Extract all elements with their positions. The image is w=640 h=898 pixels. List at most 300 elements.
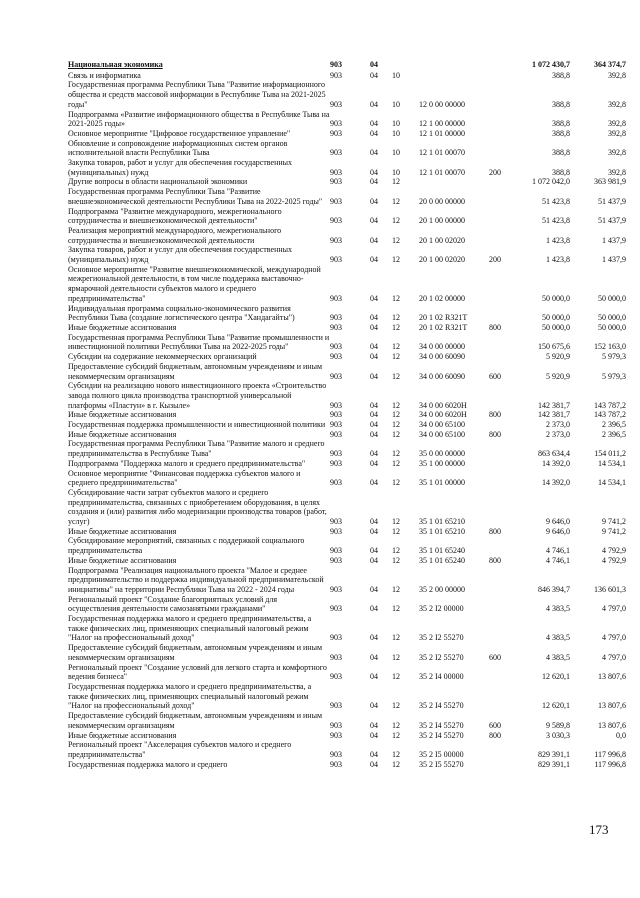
ministry-code: 903	[330, 255, 342, 265]
ministry-code: 903	[330, 119, 342, 129]
subsection-code: 12	[392, 546, 400, 556]
ministry-code: 903	[330, 352, 342, 362]
row-name: Иные бюджетные ассигнования	[68, 429, 177, 439]
amount-year-2: 4 792,9	[602, 546, 626, 556]
target-article-code	[419, 71, 489, 81]
ministry-code: 903	[330, 633, 342, 643]
amount-year-1: 14 392,0	[542, 458, 570, 468]
section-code: 04	[370, 322, 378, 332]
section-code: 04	[370, 216, 378, 226]
subsection-code: 12	[392, 672, 400, 682]
amount-year-1: 388,8	[552, 99, 570, 109]
subsection-code: 12	[392, 420, 400, 430]
ministry-code: 903	[330, 293, 342, 303]
amount-year-2: 13 807,6	[598, 720, 626, 730]
subsection-code: 12	[392, 749, 400, 759]
ministry-code: 903	[330, 546, 342, 556]
section-code: 04	[370, 99, 378, 109]
row-name: Подпрограмма "Развитие международного, межрегионального сотрудничества и внешнеэкономической деятельности"	[68, 206, 282, 226]
budget-table	[68, 60, 626, 769]
section-code: 04	[370, 633, 378, 643]
amount-year-2: 5 979,3	[602, 371, 626, 381]
ministry-code: 903	[330, 759, 342, 769]
amount-year-1: 9 646,0	[546, 526, 570, 536]
ministry-code: 903	[330, 749, 342, 759]
section-code: 04	[370, 60, 378, 69]
expense-type-code	[489, 139, 511, 158]
subsection-code: 12	[392, 759, 400, 769]
amount-year-1: 51 423,8	[542, 196, 570, 206]
expense-type-code	[489, 760, 511, 770]
row-name: Субсидирование мероприятий, связанных с поддержкой социального предпринимательства	[68, 536, 305, 556]
amount-year-2: 9 741,2	[602, 526, 626, 536]
expense-type-code: 800	[489, 410, 501, 420]
amount-year-2: 392,8	[608, 167, 626, 177]
row-name: Государственная поддержка малого и среднего	[68, 759, 228, 769]
target-article-code: 34 0 00 6020Н	[419, 400, 467, 410]
table-row	[68, 129, 626, 139]
expense-type-code	[489, 614, 511, 643]
section-code: 04	[370, 720, 378, 730]
section-code: 04	[370, 555, 378, 565]
row-name: Основное мероприятие "Развитие внешнеэкономической, международной межрегиональной деятельности, в том числе поддержка выставочно-ярмарочной деятельности субъектов малого и среднего предпринимательства"	[68, 264, 321, 303]
expense-type-code	[489, 71, 511, 81]
amount-year-1: 2 373,0	[546, 429, 570, 439]
row-name: Региональный проект "Создание условий для легкого старта и комфортного ведения бизнеса"	[68, 662, 327, 682]
table-row	[68, 430, 626, 440]
amount-year-1: 14 392,0	[542, 478, 570, 488]
section-code: 04	[370, 410, 378, 420]
expense-type-code	[489, 226, 511, 245]
amount-year-2: 154 011,2	[594, 449, 626, 459]
amount-year-1: 50 000,0	[542, 313, 570, 323]
target-article-code: 12 1 00 00000	[419, 119, 465, 129]
subsection-code: 12	[392, 584, 400, 594]
ministry-code: 903	[330, 216, 342, 226]
table-row	[68, 410, 626, 420]
expense-type-code: 800	[489, 526, 501, 536]
expense-type-code	[489, 536, 511, 555]
amount-year-1: 1 423,8	[546, 235, 570, 245]
table-row	[68, 245, 626, 264]
row-name: Предоставление субсидий бюджетным, автономным учреждениям и иным некоммерческим организациям	[68, 361, 323, 381]
table-row	[68, 71, 626, 81]
table-row	[68, 265, 626, 304]
ministry-code: 903	[330, 342, 342, 352]
target-article-code: 34 0 00 60090	[419, 371, 465, 381]
amount-year-1: 4 383,5	[546, 652, 570, 662]
amount-year-1: 4 383,5	[546, 604, 570, 614]
expense-type-code	[489, 177, 511, 187]
section-code: 04	[370, 420, 378, 430]
table-row	[68, 536, 626, 555]
expense-type-code	[489, 469, 511, 488]
section-code: 04	[370, 429, 378, 439]
ministry-code: 903	[330, 313, 342, 323]
amount-year-2: 117 996,8	[594, 759, 626, 769]
amount-year-2: 13 807,6	[598, 672, 626, 682]
row-name: Субсидирование части затрат субъектов малого и среднего предпринимательства, связанных с приобретением оборудования, в целях создания и (или) развития либо модернизации производства товаров (работ, услуг)	[68, 487, 327, 527]
row-name: Субсидии на реализацию нового инвестиционного проекта «Строительство завода полного цикла производства транспортной универсальной платформы «Пластун» в г. Кызыле»	[68, 381, 327, 410]
expense-type-code	[489, 265, 511, 304]
row-name: Подпрограмма "Реализация национального проекта "Малое и среднее предпринимательство и поддержка индивидуальной предпринимательской инициативы" на территории Республики Тыва на 2022 - 2024 годы	[68, 565, 324, 594]
subsection-code: 12	[392, 216, 400, 226]
ministry-code: 903	[330, 526, 342, 536]
subsection-code: 12	[392, 293, 400, 303]
amount-year-2: 392,8	[608, 119, 626, 129]
ministry-code: 903	[330, 196, 342, 206]
row-name: Иные бюджетные ассигнования	[68, 526, 177, 536]
ministry-code: 903	[330, 730, 342, 740]
table-row	[68, 566, 626, 595]
amount-year-1: 4 746,1	[546, 555, 570, 565]
subsection-code: 12	[392, 429, 400, 439]
subsection-code: 12	[392, 322, 400, 332]
expense-type-code	[489, 439, 511, 458]
section-code: 04	[370, 449, 378, 459]
expense-type-code	[489, 566, 511, 595]
amount-year-2: 50 000,0	[598, 293, 626, 303]
amount-year-2: 13 807,6	[598, 701, 626, 711]
amount-year-2: 50 000,0	[598, 313, 626, 323]
target-article-code: 20 1 00 02020	[419, 235, 465, 245]
amount-year-2: 117 996,8	[594, 749, 626, 759]
amount-year-1: 12 620,1	[542, 701, 570, 711]
row-name: Национальная экономика	[68, 60, 163, 69]
ministry-code: 903	[330, 60, 342, 69]
amount-year-2: 5 979,3	[602, 352, 626, 362]
amount-year-1: 4 746,1	[546, 546, 570, 556]
target-article-code: 20 0 00 00000	[419, 196, 465, 206]
subsection-code: 12	[392, 255, 400, 265]
ministry-code: 903	[330, 148, 342, 158]
subsection-code: 12	[392, 701, 400, 711]
amount-year-1: 142 381,7	[538, 410, 570, 420]
row-name: Индивидуальная программа социально-экономического развития Республики Тыва (создание логистического центра "Хандагайты")	[68, 303, 295, 323]
amount-year-2: 363 981,9	[594, 177, 626, 187]
ministry-code: 903	[330, 167, 342, 177]
section-code: 04	[370, 730, 378, 740]
section-code: 04	[370, 255, 378, 265]
row-name: Иные бюджетные ассигнования	[68, 555, 177, 565]
page-number: 173	[589, 822, 609, 837]
table-row	[68, 439, 626, 458]
subsection-code: 12	[392, 313, 400, 323]
row-name: Подпрограмма "Поддержка малого и среднего предпринимательства"	[68, 458, 306, 468]
table-row	[68, 488, 626, 527]
expense-type-code	[489, 207, 511, 226]
amount-year-1: 829 391,1	[538, 749, 570, 759]
subsection-code: 10	[392, 128, 400, 138]
amount-year-2: 152 163,0	[594, 342, 626, 352]
amount-year-2: 392,8	[608, 148, 626, 158]
expense-type-code: 800	[489, 322, 501, 332]
table-row	[68, 226, 626, 245]
amount-year-2: 1 437,9	[602, 255, 626, 265]
subsection-code: 10	[392, 119, 400, 129]
target-article-code: 12 1 01 00070	[419, 167, 465, 177]
expense-type-code	[489, 304, 511, 323]
target-article-code: 34 0 00 6020Н	[419, 410, 467, 420]
section-code: 04	[370, 148, 378, 158]
target-article-code: 35 2 I2 55270	[419, 652, 464, 662]
target-article-code: 35 2 I4 00000	[419, 672, 464, 682]
subsection-code: 12	[392, 371, 400, 381]
expense-type-code	[489, 129, 511, 139]
table-row	[68, 352, 626, 362]
expense-type-code	[489, 682, 511, 711]
expense-type-code	[489, 663, 511, 682]
row-name: Реализация мероприятий международного, межрегионального сотрудничества и внешнеэкономической деятельности	[68, 225, 282, 245]
ministry-code: 903	[330, 99, 342, 109]
expense-type-code	[489, 459, 511, 469]
expense-type-code	[489, 187, 511, 206]
section-code: 04	[370, 196, 378, 206]
ministry-code: 903	[330, 458, 342, 468]
expense-type-code	[489, 381, 511, 410]
table-row	[68, 663, 626, 682]
amount-year-1: 5 920,9	[546, 371, 570, 381]
amount-year-2: 51 437,9	[598, 196, 626, 206]
row-name: Другие вопросы в области национальной экономики	[68, 177, 248, 187]
subsection-code: 12	[392, 400, 400, 410]
subsection-code: 12	[392, 604, 400, 614]
row-name: Иные бюджетные ассигнования	[68, 322, 177, 332]
ministry-code: 903	[330, 420, 342, 430]
amount-year-1: 388,8	[552, 167, 570, 177]
subsection-code	[392, 60, 419, 71]
ministry-code: 903	[330, 410, 342, 420]
amount-year-2: 4 792,9	[602, 555, 626, 565]
ministry-code: 903	[330, 322, 342, 332]
target-article-code: 34 0 00 65100	[419, 429, 465, 439]
subsection-code: 12	[392, 526, 400, 536]
section-code: 04	[370, 458, 378, 468]
target-article-code: 35 1 01 65210	[419, 526, 465, 536]
amount-year-2: 136 601,3	[594, 584, 626, 594]
target-article-code: 20 1 00 02020	[419, 255, 465, 265]
row-name: Региональный проект "Создание благоприятных условий для осуществления деятельности самозанятыми гражданами"	[68, 594, 278, 614]
amount-year-1: 51 423,8	[542, 216, 570, 226]
section-code: 04	[370, 342, 378, 352]
target-article-code: 12 0 00 00000	[419, 99, 465, 109]
table-row	[68, 177, 626, 187]
target-article-code: 35 2 00 00000	[419, 584, 465, 594]
section-code: 04	[370, 128, 378, 138]
table-row	[68, 158, 626, 177]
row-name: Государственная программа Республики Тыва "Развитие малого и среднего предпринимательства в Республике Тыва"	[68, 439, 325, 459]
amount-year-1: 388,8	[552, 70, 570, 80]
row-name: Закупка товаров, работ и услуг для обеспечения государственных (муниципальных) нужд	[68, 158, 293, 177]
table-row	[68, 614, 626, 643]
row-name: Иные бюджетные ассигнования	[68, 410, 177, 420]
ministry-code: 903	[330, 701, 342, 711]
ministry-code: 903	[330, 720, 342, 730]
ministry-code: 903	[330, 235, 342, 245]
section-code: 04	[370, 701, 378, 711]
ministry-code: 903	[330, 652, 342, 662]
subsection-code: 10	[392, 148, 400, 158]
amount-year-2: 0,0	[616, 730, 626, 740]
section-code: 04	[370, 167, 378, 177]
ministry-code: 903	[330, 604, 342, 614]
expense-type-code	[489, 595, 511, 614]
row-name: Предоставление субсидий бюджетным, автономным учреждениям и иным некоммерческим организациям	[68, 643, 323, 662]
target-article-code	[419, 177, 489, 187]
amount-year-1: 863 634,4	[538, 449, 570, 459]
expense-type-code	[489, 60, 511, 71]
target-article-code: 12 1 01 00070	[419, 148, 465, 158]
amount-year-2: 2 396,5	[602, 420, 626, 430]
table-row	[68, 595, 626, 614]
section-code: 04	[370, 177, 378, 187]
section-code: 04	[370, 371, 378, 381]
subsection-code: 12	[392, 235, 400, 245]
subsection-code: 12	[392, 342, 400, 352]
table-row	[68, 731, 626, 741]
table-row	[68, 469, 626, 488]
target-article-code: 20 1 00 00000	[419, 216, 465, 226]
row-name: Предоставление субсидий бюджетным, автономным учреждениям и иным некоммерческим организациям	[68, 711, 323, 730]
section-code: 04	[370, 604, 378, 614]
amount-year-2: 14 534,1	[598, 458, 626, 468]
target-article-code: 35 1 01 65240	[419, 546, 465, 556]
table-row	[68, 459, 626, 469]
amount-year-2: 50 000,0	[598, 322, 626, 332]
row-name: Подпрограмма «Развитие информационного общества в Республике Тыва на 2021-2025 годы»	[68, 109, 330, 129]
expense-type-code: 600	[489, 720, 501, 730]
target-article-code: 35 2 I2 55270	[419, 633, 464, 643]
table-row	[68, 381, 626, 410]
section-code: 04	[370, 70, 378, 80]
target-article-code: 35 1 00 00000	[419, 458, 465, 468]
target-article-code: 35 2 I4 55270	[419, 720, 464, 730]
target-article-code: 35 2 I5 00000	[419, 749, 464, 759]
section-code: 04	[370, 584, 378, 594]
row-name: Основное мероприятие "Цифровое государственное управление"	[68, 128, 291, 138]
amount-year-1: 9 646,0	[546, 517, 570, 527]
subsection-code: 12	[392, 720, 400, 730]
section-code: 04	[370, 352, 378, 362]
target-article-code: 12 1 01 00000	[419, 128, 465, 138]
subsection-code: 12	[392, 449, 400, 459]
row-name: Государственная поддержка малого и среднего предпринимательства, а также физических лиц, применяющих специальный налоговый режим "Налог на профессиональный доход"	[68, 682, 312, 711]
subsection-code: 10	[392, 70, 400, 80]
amount-year-2: 4 797,0	[602, 633, 626, 643]
target-article-code: 35 0 00 00000	[419, 449, 465, 459]
subsection-code: 12	[392, 517, 400, 527]
amount-year-1: 388,8	[552, 119, 570, 129]
row-name: Государственная программа Республики Тыва "Развитие внешнеэкономической деятельности Республики Тыва на 2022-2025 годы"	[68, 187, 323, 206]
amount-year-1: 50 000,0	[542, 322, 570, 332]
amount-year-2: 9 741,2	[602, 517, 626, 527]
section-code: 04	[370, 652, 378, 662]
target-article-code: 20 1 02 R321T	[419, 322, 468, 332]
target-article-code: 35 1 01 65210	[419, 517, 465, 527]
expense-type-code: 800	[489, 555, 501, 565]
section-code: 04	[370, 526, 378, 536]
subsection-code: 10	[392, 99, 400, 109]
amount-year-1: 1 072 430,7	[532, 60, 570, 69]
row-name: Государственная программа Республики Тыва "Развитие промышленности и инвестиционной политики Республики Тыва на 2022-2025 годы"	[68, 332, 330, 352]
amount-year-1: 150 675,6	[538, 342, 570, 352]
expense-type-code: 200	[489, 255, 501, 265]
ministry-code: 903	[330, 429, 342, 439]
section-code: 04	[370, 478, 378, 488]
amount-year-2: 4 797,0	[602, 652, 626, 662]
amount-year-2: 392,8	[608, 128, 626, 138]
amount-year-1: 388,8	[552, 128, 570, 138]
amount-year-1: 1 072 042,0	[532, 177, 570, 187]
target-article-code: 35 1 01 65240	[419, 555, 465, 565]
expense-type-code	[489, 352, 511, 362]
section-code: 04	[370, 313, 378, 323]
target-article-code: 34 0 00 60090	[419, 352, 465, 362]
ministry-code: 903	[330, 177, 342, 187]
subsection-code: 12	[392, 177, 400, 187]
expense-type-code: 600	[489, 652, 501, 662]
amount-year-1: 50 000,0	[542, 293, 570, 303]
amount-year-1: 12 620,1	[542, 672, 570, 682]
amount-year-1: 5 920,9	[546, 352, 570, 362]
expense-type-code	[489, 80, 511, 109]
expense-type-code: 800	[489, 730, 501, 740]
row-name: Закупка товаров, работ и услуг для обеспечения государственных (муниципальных) нужд	[68, 245, 293, 265]
table-row	[68, 80, 626, 109]
amount-year-2: 143 787,2	[594, 400, 626, 410]
table-row	[68, 187, 626, 206]
amount-year-1: 388,8	[552, 148, 570, 158]
row-name: Основное мероприятие "Финансовая поддержка субъектов малого и среднего предпринимательства"	[68, 468, 301, 488]
section-code: 04	[370, 293, 378, 303]
amount-year-1: 3 030,3	[546, 730, 570, 740]
subsection-code: 12	[392, 410, 400, 420]
section-code: 04	[370, 400, 378, 410]
subsection-code: 12	[392, 555, 400, 565]
table-row	[68, 740, 626, 759]
table-row	[68, 362, 626, 381]
amount-year-1: 142 381,7	[538, 400, 570, 410]
table-row	[68, 420, 626, 430]
ministry-code: 903	[330, 584, 342, 594]
ministry-code: 903	[330, 128, 342, 138]
expense-type-code: 600	[489, 371, 501, 381]
budget-table-body	[68, 60, 626, 769]
amount-year-2: 392,8	[608, 99, 626, 109]
target-article-code: 20 1 02 R321T	[419, 313, 468, 323]
section-code: 04	[370, 119, 378, 129]
amount-year-2: 364 374,7	[594, 60, 626, 69]
section-code: 04	[370, 749, 378, 759]
section-code: 04	[370, 235, 378, 245]
amount-year-1: 829 391,1	[538, 759, 570, 769]
target-article-code: 35 2 I4 55270	[419, 730, 464, 740]
table-row	[68, 60, 626, 71]
amount-year-2: 392,8	[608, 70, 626, 80]
row-name: Субсидии на содержание некоммерческих организаций	[68, 352, 257, 362]
target-article-code	[419, 60, 489, 71]
table-row	[68, 556, 626, 566]
target-article-code: 34 0 00 00000	[419, 342, 465, 352]
table-row	[68, 333, 626, 352]
table-row	[68, 304, 626, 323]
subsection-code: 12	[392, 478, 400, 488]
target-article-code: 34 0 00 65100	[419, 420, 465, 430]
amount-year-2: 2 396,5	[602, 429, 626, 439]
amount-year-2: 1 437,9	[602, 235, 626, 245]
amount-year-2: 4 797,0	[602, 604, 626, 614]
ministry-code: 903	[330, 70, 342, 80]
